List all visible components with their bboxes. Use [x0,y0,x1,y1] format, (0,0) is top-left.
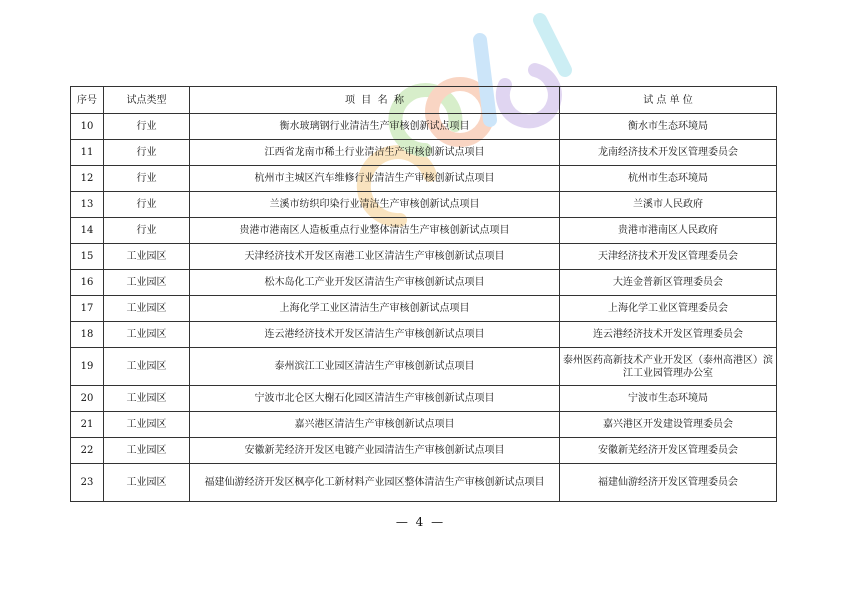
cell-seq: 23 [71,464,104,502]
header-name: 项 目 名 称 [190,87,560,114]
cell-unit: 嘉兴港区开发建设管理委员会 [560,412,777,438]
cell-type: 工业园区 [104,322,190,348]
cell-name: 天津经济技术开发区南港工业区清洁生产审核创新试点项目 [190,244,560,270]
cell-unit: 上海化学工业区管理委员会 [560,296,777,322]
table-row [71,386,777,412]
cell-type: 行业 [104,218,190,244]
table-row [71,192,777,218]
cell-type: 工业园区 [104,348,190,386]
cell-name: 衡水玻璃钢行业清洁生产审核创新试点项目 [190,114,560,140]
cell-unit: 福建仙游经济开发区管理委员会 [560,464,777,502]
table-row [71,244,777,270]
table-row [71,412,777,438]
cell-seq: 21 [71,412,104,438]
cell-name: 江西省龙南市稀土行业清洁生产审核创新试点项目 [190,140,560,166]
table-header-row [71,87,777,114]
table-row [71,270,777,296]
cell-unit: 安徽新芜经济开发区管理委员会 [560,438,777,464]
table-row [71,296,777,322]
cell-type: 行业 [104,166,190,192]
cell-type: 工业园区 [104,296,190,322]
cell-unit: 龙南经济技术开发区管理委员会 [560,140,777,166]
cell-name: 宁波市北仑区大榭石化园区清洁生产审核创新试点项目 [190,386,560,412]
cell-unit: 贵港市港南区人民政府 [560,218,777,244]
project-table [70,86,777,502]
cell-name: 泰州滨江工业园区清洁生产审核创新试点项目 [190,348,560,386]
cell-seq: 12 [71,166,104,192]
cell-name: 上海化学工业区清洁生产审核创新试点项目 [190,296,560,322]
cell-unit: 兰溪市人民政府 [560,192,777,218]
cell-type: 工业园区 [104,438,190,464]
cell-name: 福建仙游经济开发区枫亭化工新材料产业园区整体清洁生产审核创新试点项目 [190,464,560,502]
cell-seq: 22 [71,438,104,464]
table-row [71,438,777,464]
cell-type: 工业园区 [104,270,190,296]
cell-unit: 天津经济技术开发区管理委员会 [560,244,777,270]
cell-type: 行业 [104,140,190,166]
cell-unit: 连云港经济技术开发区管理委员会 [560,322,777,348]
cell-type: 工业园区 [104,464,190,502]
table-row [71,464,777,502]
table-row [71,218,777,244]
cell-name: 安徽新芜经济开发区电镀产业园清洁生产审核创新试点项目 [190,438,560,464]
cell-type: 工业园区 [104,386,190,412]
cell-type: 工业园区 [104,412,190,438]
cell-seq: 15 [71,244,104,270]
cell-name: 连云港经济技术开发区清洁生产审核创新试点项目 [190,322,560,348]
table-row [71,348,777,386]
cell-unit: 杭州市生态环境局 [560,166,777,192]
cell-name: 杭州市主城区汽车维修行业清洁生产审核创新试点项目 [190,166,560,192]
cell-name: 松木岛化工产业开发区清洁生产审核创新试点项目 [190,270,560,296]
table-row [71,114,777,140]
cell-seq: 10 [71,114,104,140]
header-seq: 序号 [71,87,104,114]
cell-seq: 19 [71,348,104,386]
cell-name: 贵港市港南区人造板重点行业整体清洁生产审核创新试点项目 [190,218,560,244]
cell-unit: 大连金普新区管理委员会 [560,270,777,296]
cell-unit: 泰州医药高新技术产业开发区（泰州高港区）滨江工业园管理办公室 [560,348,777,386]
cell-seq: 14 [71,218,104,244]
cell-type: 工业园区 [104,244,190,270]
cell-seq: 18 [71,322,104,348]
cell-seq: 13 [71,192,104,218]
cell-name: 嘉兴港区清洁生产审核创新试点项目 [190,412,560,438]
header-type: 试点类型 [104,87,190,114]
cell-unit: 宁波市生态环境局 [560,386,777,412]
cell-type: 行业 [104,192,190,218]
cell-seq: 11 [71,140,104,166]
cell-seq: 17 [71,296,104,322]
table-row [71,166,777,192]
cell-seq: 16 [71,270,104,296]
cell-type: 行业 [104,114,190,140]
table-row [71,140,777,166]
page-number: — 4 — [395,515,446,529]
header-unit: 试 点 单 位 [560,87,777,114]
table-row [71,322,777,348]
cell-unit: 衡水市生态环境局 [560,114,777,140]
cell-seq: 20 [71,386,104,412]
cell-name: 兰溪市纺织印染行业清洁生产审核创新试点项目 [190,192,560,218]
